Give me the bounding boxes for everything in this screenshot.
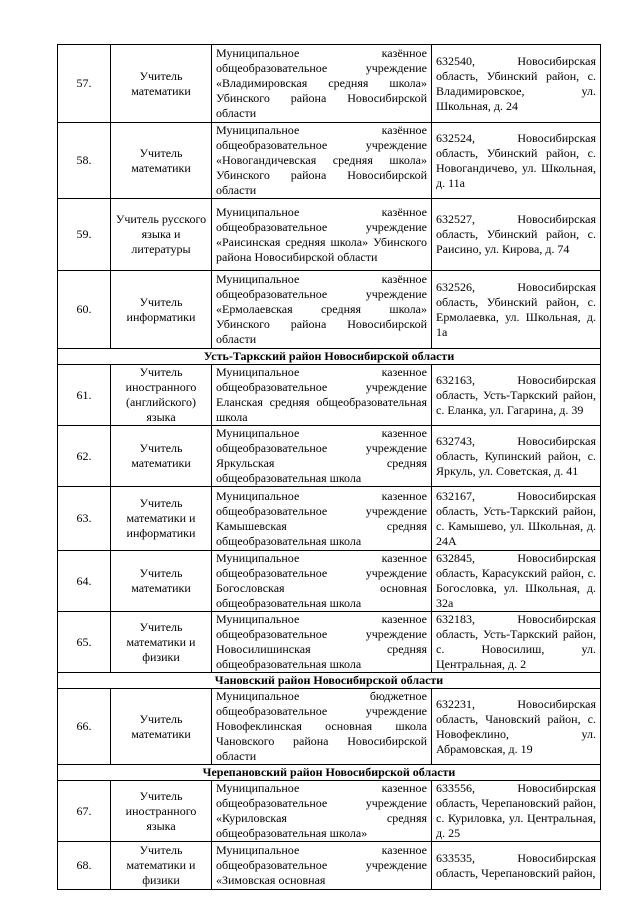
row-number: 67. (58, 781, 111, 842)
address-cell: 632167, Новосибирская область, Усть-Таркский район, с. Камышево, ул. Школьная, д. 24А (432, 487, 601, 551)
table-row (58, 612, 601, 673)
address-cell: 632743, Новосибирская область, Купинский район, с. Яркуль, ул. Советская, д. 41 (432, 426, 601, 487)
position-cell: Учитель русского языка и литературы (111, 199, 212, 271)
address-cell: 632183, Новосибирская область, Усть-Таркский район, с. Новосилиш, ул. Центральная, д. 2 (432, 612, 601, 673)
position-cell: Учитель математики (111, 45, 212, 123)
table-row (58, 271, 601, 349)
table-row (58, 426, 601, 487)
position-cell: Учитель иностранного (английского) языка (111, 365, 212, 426)
table-row (58, 365, 601, 426)
position-cell: Учитель математики (111, 426, 212, 487)
row-number: 64. (58, 551, 111, 612)
section-row (58, 673, 601, 689)
vacancy-table (57, 44, 601, 890)
address-cell: 632540, Новосибирская область, Убинский район, с. Владимировское, ул. Школьная, д. 24 (432, 45, 601, 123)
address-cell: 632163, Новосибирская область, Усть-Таркский район, с. Еланка, ул. Гагарина, д. 39 (432, 365, 601, 426)
organization-cell: Муниципальное казенное общеобразовательное учреждение Богословская основная общеобразовательная школа (212, 551, 432, 612)
position-cell: Учитель иностранного языка (111, 781, 212, 842)
row-number: 59. (58, 199, 111, 271)
position-cell: Учитель математики и информатики (111, 487, 212, 551)
address-cell: 632524, Новосибирская область, Убинский район, с. Новогандичево, ул. Школьная, д. 11а (432, 123, 601, 199)
section-title: Усть-Таркский район Новосибирской области (58, 349, 601, 365)
row-number: 61. (58, 365, 111, 426)
organization-cell: Муниципальное казенное общеобразовательное учреждение «Куриловская средняя общеобразовательная школа» (212, 781, 432, 842)
address-cell: 633556, Новосибирская область, Черепановский район, с. Куриловка, ул. Центральная, д. 25 (432, 781, 601, 842)
organization-cell: Муниципальное казенное общеобразовательное учреждение Новосилишинская средняя общеобразовательная школа (212, 612, 432, 673)
organization-cell: Муниципальное казённое общеобразовательное учреждение «Владимировская средняя школа» Убинского района Новосибирской области (212, 45, 432, 123)
table-row (58, 123, 601, 199)
row-number: 68. (58, 842, 111, 890)
row-number: 65. (58, 612, 111, 673)
section-title: Чановский район Новосибирской области (58, 673, 601, 689)
organization-cell: Муниципальное казенное общеобразовательное учреждение Яркульская средняя общеобразовательная школа (212, 426, 432, 487)
table-row (58, 487, 601, 551)
vacancy-table-body (58, 45, 601, 890)
row-number: 58. (58, 123, 111, 199)
position-cell: Учитель математики (111, 123, 212, 199)
address-cell: 632845, Новосибирская область, Карасукский район, с. Богословка, ул. Школьная, д. 32а (432, 551, 601, 612)
organization-cell: Муниципальное казенное общеобразовательное учреждение «Зимовская основная (212, 842, 432, 890)
address-cell: 632527, Новосибирская область, Убинский район, с. Раисино, ул. Кирова, д. 74 (432, 199, 601, 271)
table-row (58, 199, 601, 271)
organization-cell: Муниципальное казенное общеобразовательное учреждение Еланская средняя общеобразовательная школа (212, 365, 432, 426)
address-cell: 632231, Новосибирская область, Чановский район, с. Новофеклино, ул. Абрамовская, д. 19 (432, 689, 601, 765)
position-cell: Учитель математики и физики (111, 612, 212, 673)
organization-cell: Муниципальное бюджетное общеобразовательное учреждение Новофеклинская основная школа Чановского района Новосибирской области (212, 689, 432, 765)
section-title: Черепановский район Новосибирской области (58, 765, 601, 781)
position-cell: Учитель математики и физики (111, 842, 212, 890)
section-row (58, 765, 601, 781)
table-row (58, 45, 601, 123)
position-cell: Учитель математики (111, 689, 212, 765)
table-row (58, 689, 601, 765)
table-row (58, 842, 601, 890)
row-number: 62. (58, 426, 111, 487)
address-cell: 633535, Новосибирская область, Черепановский район, (432, 842, 601, 890)
organization-cell: Муниципальное казённое общеобразовательное учреждение «Раисинская средняя школа» Убинского района Новосибирской области (212, 199, 432, 271)
table-row (58, 551, 601, 612)
row-number: 63. (58, 487, 111, 551)
organization-cell: Муниципальное казённое общеобразовательное учреждение «Ермолаевская средняя школа» Убинского района Новосибирской области (212, 271, 432, 349)
section-row (58, 349, 601, 365)
row-number: 66. (58, 689, 111, 765)
row-number: 60. (58, 271, 111, 349)
position-cell: Учитель математики (111, 551, 212, 612)
organization-cell: Муниципальное казённое общеобразовательное учреждение «Новогандичевская средняя школа» Убинского района Новосибирской области (212, 123, 432, 199)
position-cell: Учитель информатики (111, 271, 212, 349)
table-row (58, 781, 601, 842)
address-cell: 632526, Новосибирская область, Убинский район, с. Ермолаевка, ул. Школьная, д. 1а (432, 271, 601, 349)
row-number: 57. (58, 45, 111, 123)
organization-cell: Муниципальное казенное общеобразовательное учреждение Камышевская средняя общеобразовательная школа (212, 487, 432, 551)
